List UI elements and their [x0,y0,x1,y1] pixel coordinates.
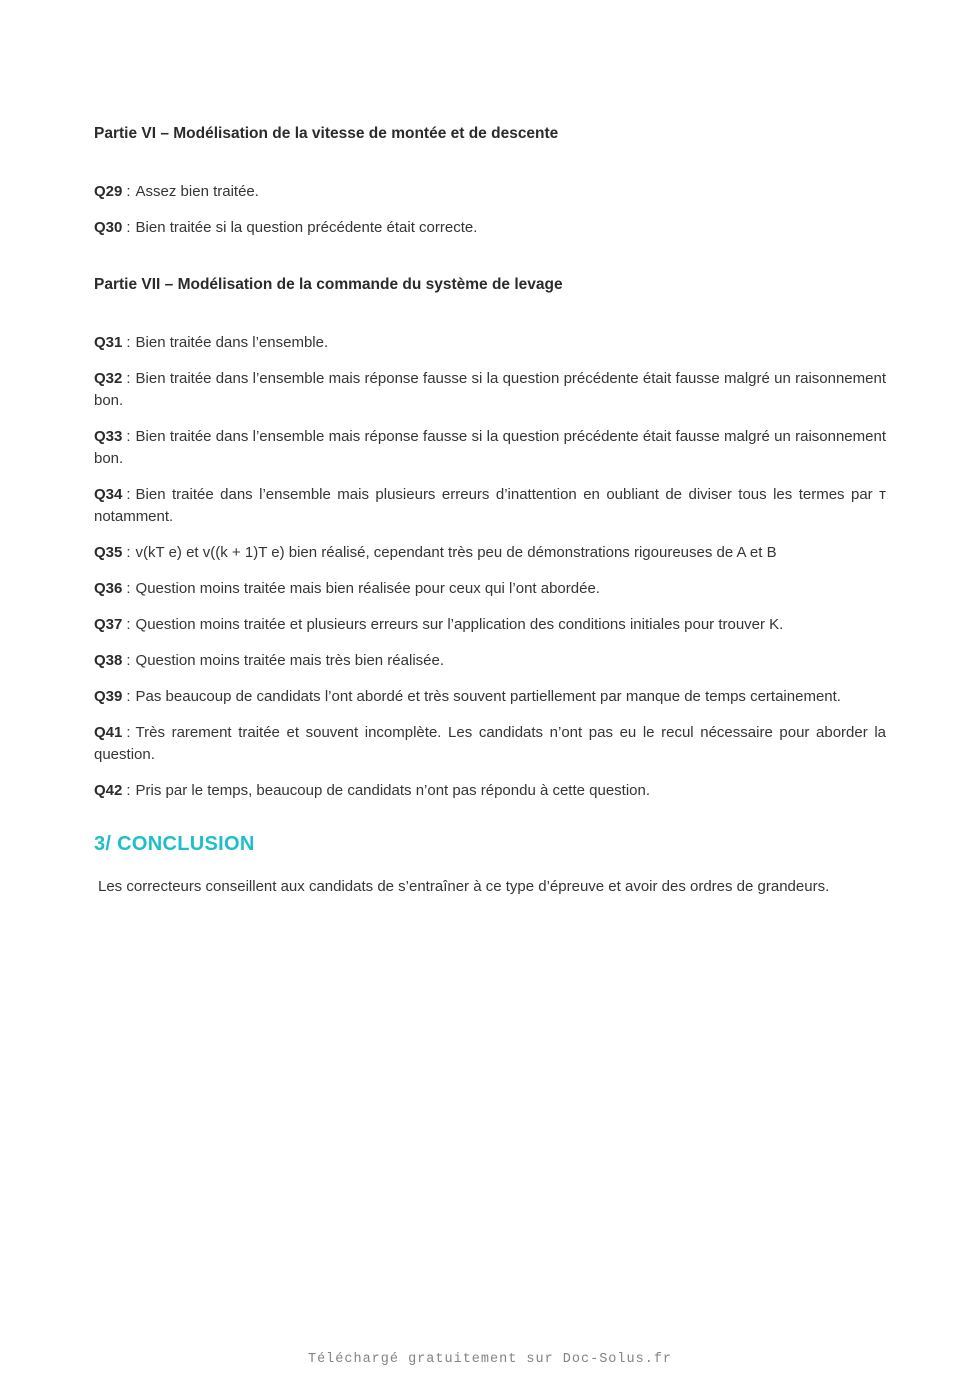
label-separator: : [126,334,131,351]
question-comment: Bien traitée si la question précédente était correcte. [135,219,478,236]
question-comment: Question moins traitée mais bien réalisée pour ceux qui l’ont abordée. [135,580,600,597]
label-separator: : [126,580,131,597]
question-comment: Bien traitée dans l’ensemble mais réponse fausse si la question précédente était fausse malgré un raisonnement bon. [94,370,886,409]
question-label: Q42 [94,782,123,799]
label-separator: : [126,688,131,705]
label-separator: : [126,428,131,445]
question-item-q30 [94,217,886,239]
section-heading-partie-vi: Partie VI – Modélisation de la vitesse de montée et de descente [94,125,559,142]
question-item-q31 [94,332,886,354]
question-comment: Pas beaucoup de candidats l’ont abordé et très souvent partiellement par manque de temps certainement. [135,688,841,705]
label-separator: : [126,652,131,669]
watermark-footer: Téléchargé gratuitement sur Doc-Solus.fr [307,1352,673,1367]
question-label: Q29 [94,183,123,200]
conclusion-paragraph: Les correcteurs conseillent aux candidats de s’entraîner à ce type d’épreuve et avoir des ordres de grandeurs. [98,878,830,895]
question-item-q39 [94,686,886,708]
question-item-q35 [94,542,886,564]
label-separator: : [126,616,131,633]
label-separator: : [126,544,131,561]
question-label: Q33 [94,428,123,445]
question-comment: Assez bien traitée. [135,183,259,200]
label-separator: : [126,724,131,741]
label-separator: : [126,486,131,503]
question-label: Q35 [94,544,123,561]
question-item-q42 [94,780,886,802]
question-item-q37 [94,614,886,636]
section-heading-partie-vii: Partie VII – Modélisation de la commande du système de levage [94,276,563,293]
question-label: Q32 [94,370,123,387]
question-label: Q38 [94,652,123,669]
question-item-q32 [94,368,886,412]
label-separator: : [126,183,131,200]
question-label: Q30 [94,219,123,236]
question-comment: Bien traitée dans l’ensemble mais réponse fausse si la question précédente était fausse malgré un raisonnement bon. [94,428,886,467]
question-item-q33 [94,426,886,470]
question-comment: Bien traitée dans l’ensemble. [135,334,329,351]
question-comment: Question moins traitée et plusieurs erreurs sur l’application des conditions initiales pour trouver K. [135,616,784,633]
question-comment: Question moins traitée mais très bien réalisée. [135,652,445,669]
label-separator: : [126,782,131,799]
question-item-q36 [94,578,886,600]
question-label: Q41 [94,724,123,741]
question-comment: v(kT e) et v((k + 1)T e) bien réalisé, cependant très peu de démonstrations rigoureuses de A et B [135,544,777,561]
question-comment: Très rarement traitée et souvent incomplète. Les candidats n’ont pas eu le recul nécessaire pour aborder la question. [94,724,886,763]
question-item-q29 [94,181,886,203]
question-label: Q36 [94,580,123,597]
question-label: Q31 [94,334,123,351]
question-item-q38 [94,650,886,672]
question-label: Q34 [94,486,123,503]
question-label: Q39 [94,688,123,705]
question-item-q34 [94,484,886,528]
conclusion-heading: 3/ CONCLUSION [94,833,255,855]
question-item-q41 [94,722,886,766]
question-comment: Pris par le temps, beaucoup de candidats n’ont pas répondu à cette question. [135,782,651,799]
question-comment: Bien traitée dans l’ensemble mais plusieurs erreurs d’inattention en oubliant de diviser tous les termes par ᴛ notamment. [94,486,886,525]
question-label: Q37 [94,616,123,633]
label-separator: : [126,370,131,387]
label-separator: : [126,219,131,236]
